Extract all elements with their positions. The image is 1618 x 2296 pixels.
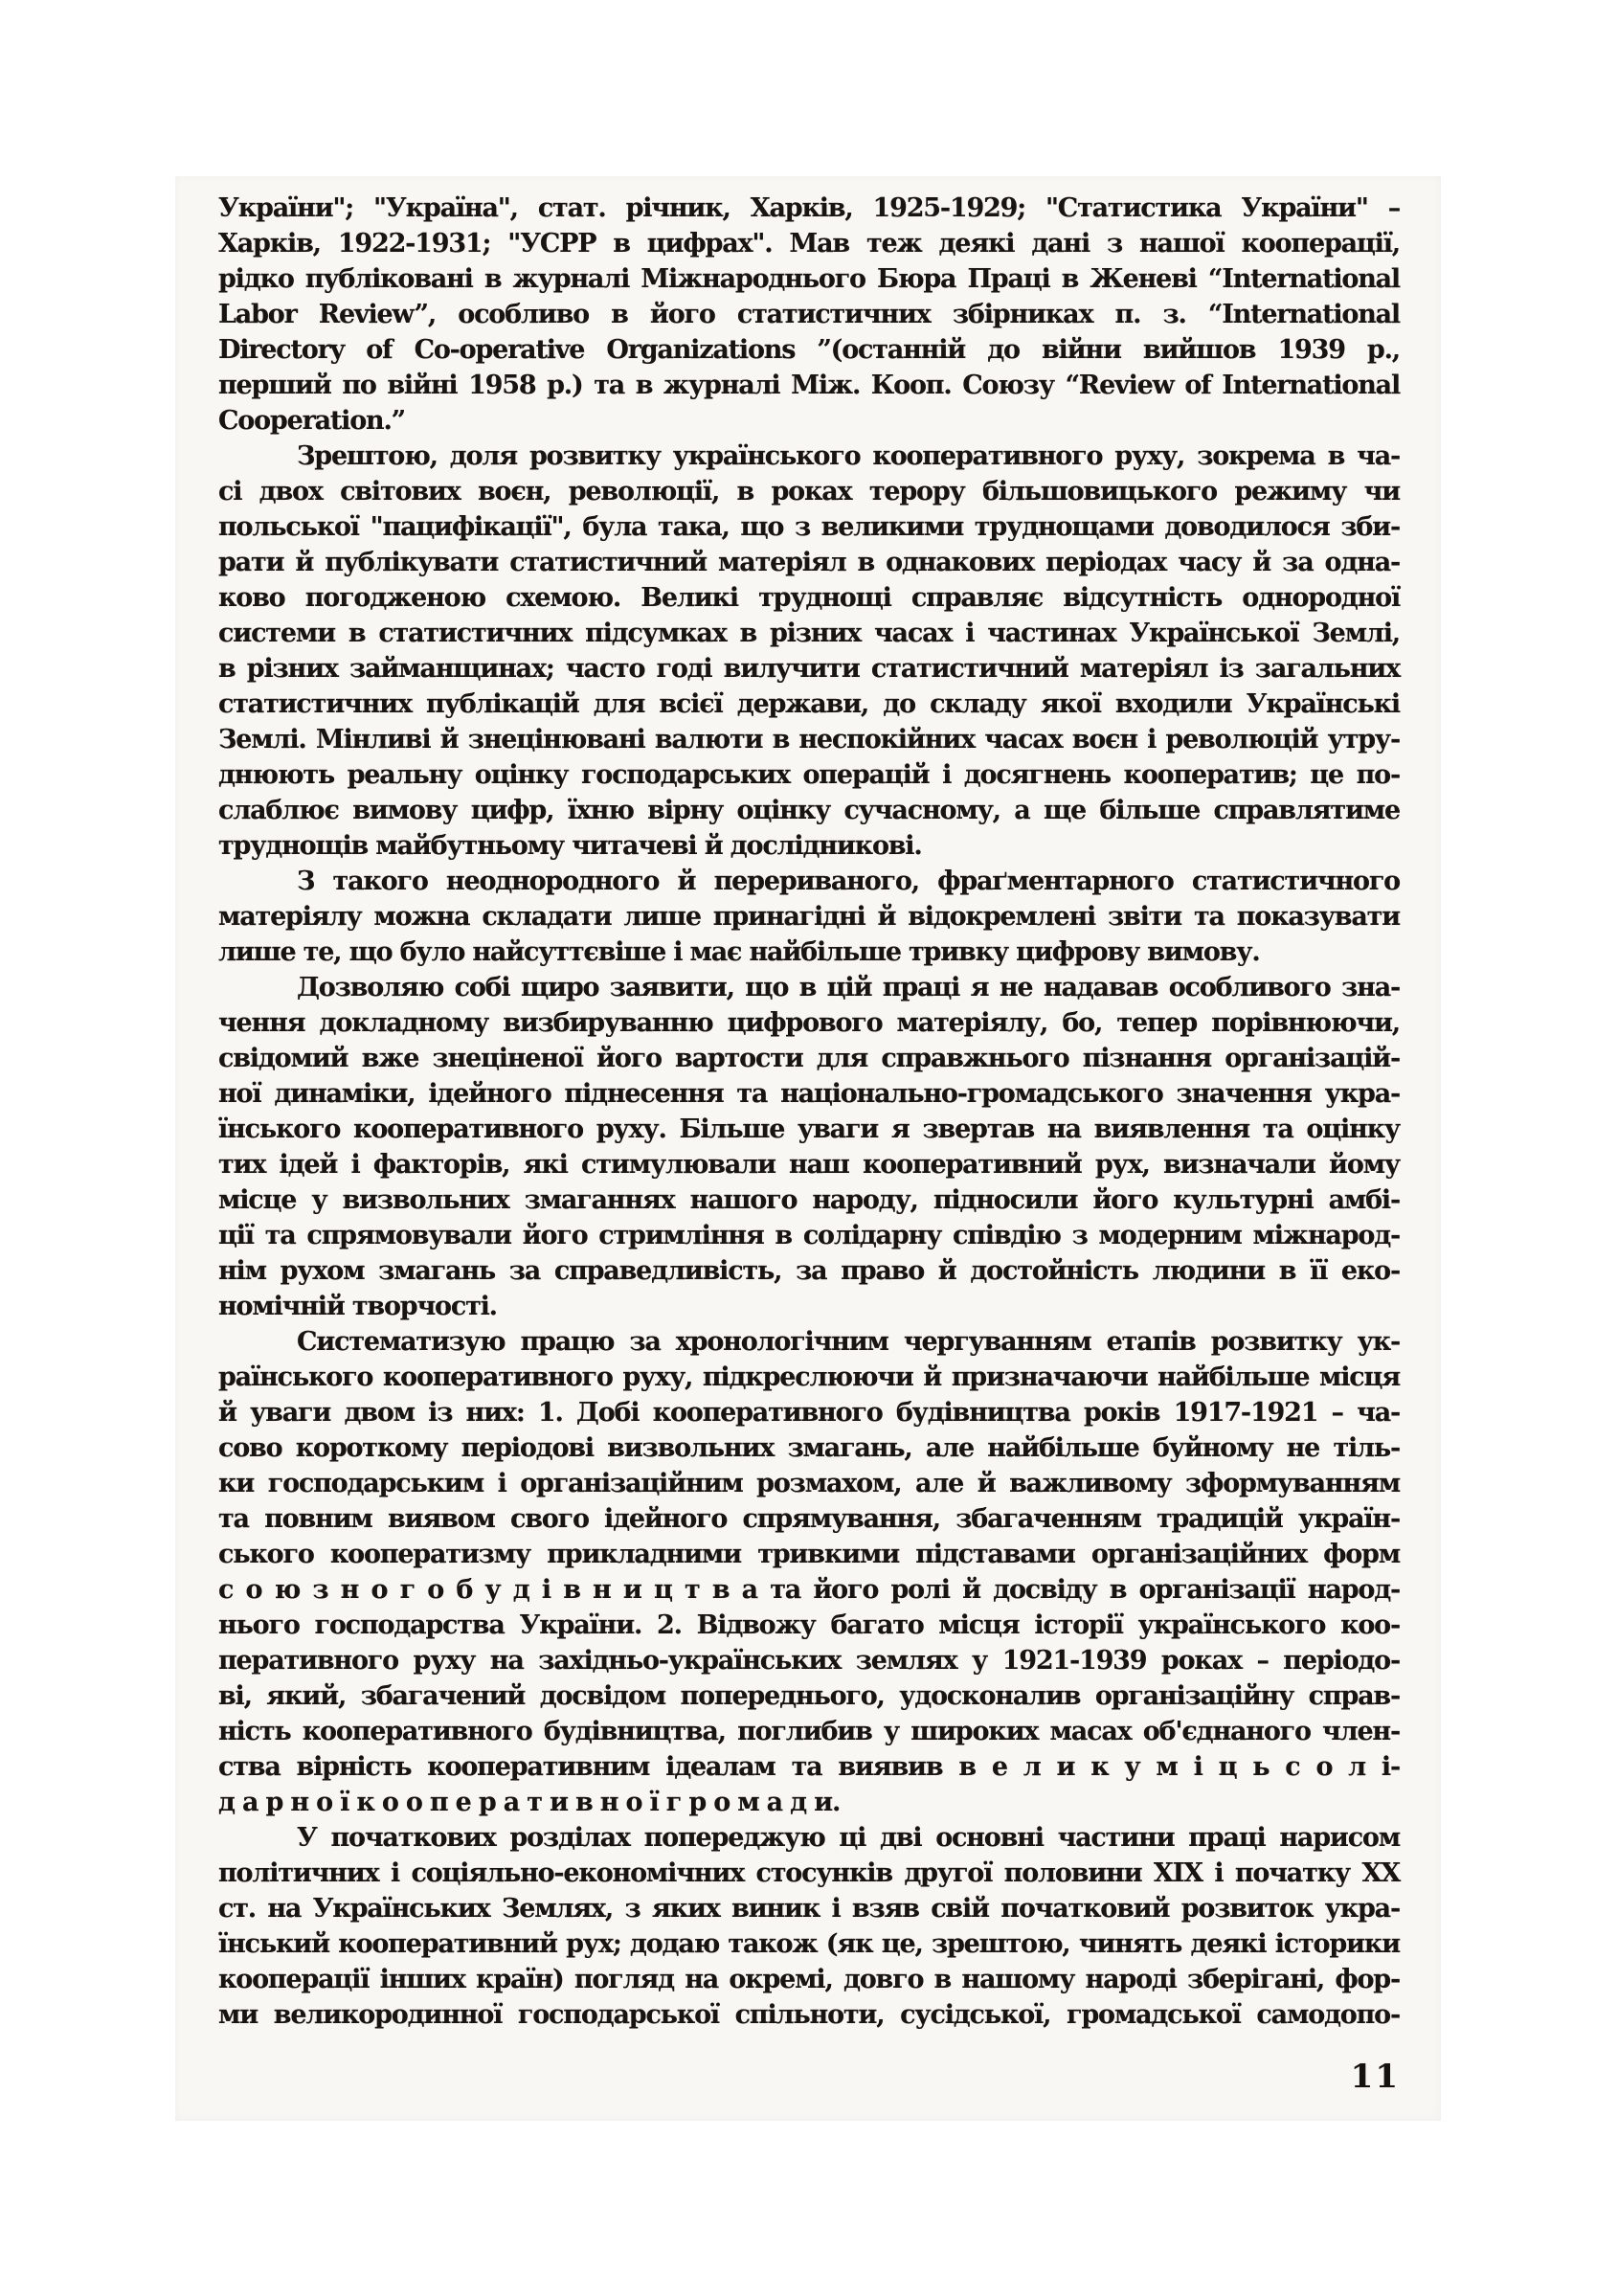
text-line: й уваги двом із них: 1. Добі кооперативного будівництва років 1917-1921 – ча- [218,1398,1400,1428]
text-line: тих ідей і факторів, які стимулювали наш кооперативний рух, визначали йому [218,1150,1400,1180]
text-line: с о ю з н о г о б у д і в н и ц т в а та його ролі й досвіду в організації народ- [218,1575,1400,1605]
text-line: політичних і соціяльно-економічних стосунків другої половини XIX і початку XX [218,1858,1400,1888]
paragraph [218,1820,1400,2033]
text-line: кооперації інших країн) погляд на окремі, довго в нашому народі зберігані, фор- [218,1965,1400,1994]
body-text [218,191,1400,2033]
text-line: ково погодженою схемою. Великі труднощі справляє відсутність однородної [218,583,1400,613]
text-line: Directory of Co-operative Organizations ”(останній до війни вийшов 1939 р., [218,335,1400,365]
text-line: статистичних публікацій для всієї держави, до складу якої входили Українські [218,689,1400,719]
text-line: Зрештою, доля розвитку українського кооперативного руху, зокрема в ча- [297,441,1400,471]
paragraph [218,1324,1400,1820]
text-line: України"; "Україна", стат. річник, Харків, 1925-1929; "Статистика України" – [218,193,1400,223]
text-line: Labor Review”, особливо в його статистичних збірниках п. з. “International [218,300,1400,329]
text-line: рідко публіковані в журналі Міжнароднього Бюра Праці в Женеві “International [218,264,1400,294]
paragraph [218,191,1400,439]
text-line: ст. на Українських Землях, з яких виник і взяв свій початковий розвиток укра- [218,1894,1400,1924]
text-line: місце у визвольних змаганнях нашого народу, підносили його культурні амбі- [218,1185,1400,1215]
text-line: ства вірність кооперативним ідеалам та виявив в е л и к у м і ц ь с о л і- [218,1752,1400,1782]
text-line: нім рухом змагань за справедливість, за право й достойність людини в її еко- [218,1256,1400,1286]
text-line: ної динаміки, ідейного піднесення та національно-громадського значення укра- [218,1079,1400,1109]
text-line: д а р н о ї к о о п е р а т и в н о ї г р о м а д и. [218,1788,841,1817]
text-line: системи в статистичних підсумках в різних часах і частинах Української Землі, [218,619,1400,648]
text-line: ки господарським і організаційним розмахом, але й важливому зформуванням [218,1469,1400,1498]
text-line: їнський кооперативний рух; додаю також (як це, зрештою, чинять деякі історики [218,1929,1400,1959]
text-line: сово короткому періодові визвольних змагань, але найбільше буйному не тіль- [218,1433,1400,1463]
text-line: днюють реальну оцінку господарських операцій і досягнень кооператив; це по- [218,760,1400,790]
text-line: слаблює вимову цифр, їхню вірну оцінку сучасному, а ще більше справлятиме [218,796,1400,825]
text-line: труднощів майбутньому читачеві й дослідникові. [218,831,922,861]
text-line: ві, який, збагачений досвідом попереднього, удосконалив організаційну справ- [218,1681,1400,1711]
text-line: лише те, що було найсуттєвіше і має найбільше тривку цифрову вимову. [218,937,1260,967]
text-line: рати й публікувати статистичний матеріял в однакових періодах часу й за одна- [218,548,1400,577]
text-line: ми великородинної господарської спільноти, сусідської, громадської самодопо- [218,2000,1400,2030]
text-line: Систематизую працю за хронологічним чергуванням етапів розвитку ук- [297,1327,1400,1357]
paragraph [218,439,1400,864]
text-line: нього господарства України. 2. Відвожу багато місця історії українського коо- [218,1610,1400,1640]
text-line: чення докладному визбируванню цифрового матеріялу, бо, тепер порівнюючи, [218,1008,1400,1038]
text-line: Cooperation.” [218,406,405,436]
text-line: перший по війні 1958 р.) та в журналі Між. Кооп. Союзу “Review of International [218,371,1400,400]
text-line: Дозволяю собі щиро заявити, що в цій праці я не надавав особливого зна- [297,973,1400,1002]
text-line: польської "пацифікації", була така, що з великими труднощами доводилося зби- [218,512,1400,542]
page-number: 11 [1350,2058,1400,2096]
text-line: З такого неоднородного й перериваного, фраґментарного статистичного [297,867,1400,896]
text-line: номічній творчості. [218,1292,497,1321]
paragraph [218,864,1400,970]
text-line: Землі. Мінливі й знецінювані валюти в неспокійних часах воєн і революцій утру- [218,725,1400,754]
text-line: сі двох світових воєн, революції, в роках терору більшовицького режиму чи [218,477,1400,506]
text-line: в різних займанщинах; часто годі вилучити статистичний матеріял із загальних [218,654,1400,684]
text-line: та повним виявом свого ідейного спрямування, збагаченням традицій україн- [218,1504,1400,1534]
text-line: свідомий вже знеціненої його вартости для справжнього пізнання організацій- [218,1044,1400,1073]
text-line: Харків, 1922-1931; "УСРР в цифрах". Мав теж деякі дані з нашої кооперації, [218,229,1400,259]
text-line: матеріялу можна складати лише принагідні й відокремлені звіти та показувати [218,902,1400,932]
text-line: ції та спрямовували його стримління в солідарну співдію з модерним міжнарод- [218,1221,1400,1250]
text-line: ність кооперативного будівництва, поглибив у широких масах об'єднаного член- [218,1717,1400,1746]
text-line: У початкових розділах попереджую ці дві основні частини праці нарисом [297,1823,1400,1853]
paragraph [218,970,1400,1324]
text-line: ського кооператизму прикладними тривкими підставами організаційних форм [218,1540,1400,1569]
text-line: раїнського кооперативного руху, підкреслюючи й призначаючи найбільше місця [218,1362,1400,1392]
text-line: перативного руху на західньо-українських землях у 1921-1939 роках – періодо- [218,1646,1400,1676]
text-line: їнського кооперативного руху. Більше уваги я звертав на виявлення та оцінку [218,1114,1400,1144]
